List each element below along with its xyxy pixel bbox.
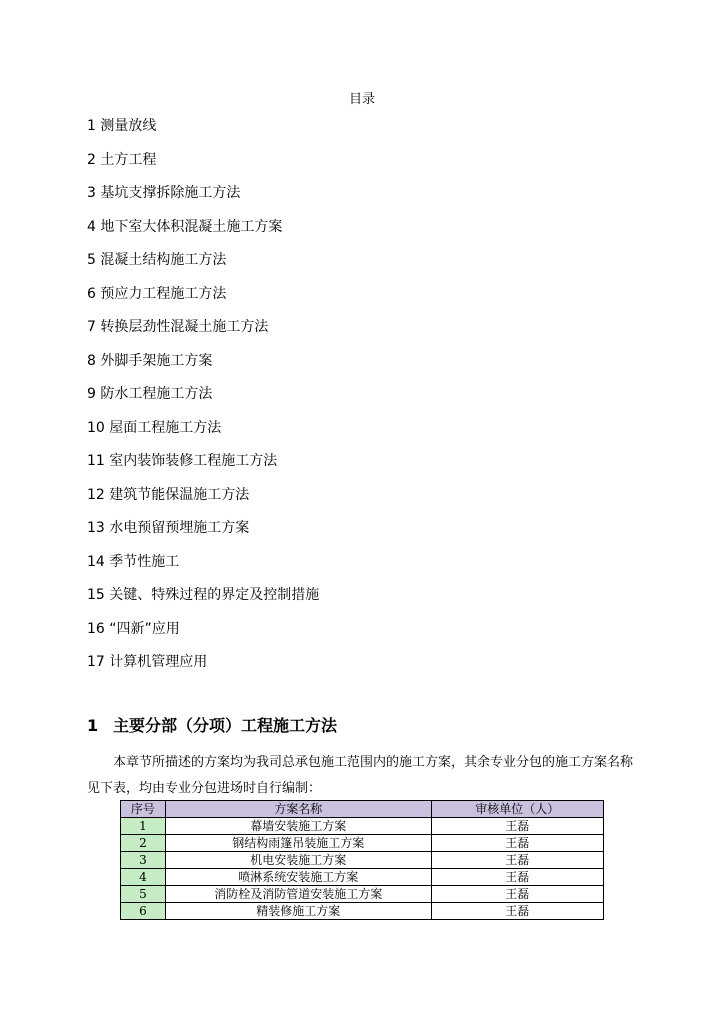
row-reviewer: 王磊 bbox=[431, 869, 603, 886]
table-row bbox=[121, 869, 604, 886]
table-row bbox=[121, 886, 604, 903]
toc-item: 5 混凝土结构施工方法 bbox=[87, 252, 227, 268]
toc-item: 6 预应力工程施工方法 bbox=[87, 285, 227, 302]
toc-item: 10 屋面工程施工方法 bbox=[87, 419, 222, 436]
header-reviewer: 审核单位（人） bbox=[431, 801, 603, 818]
section-title: 主要分部（分项）工程施工方法 bbox=[113, 716, 338, 735]
toc-item: 16 “四新”应用 bbox=[87, 620, 180, 637]
toc-item: 4 地下室大体积混凝土施工方案 bbox=[87, 218, 283, 235]
table-row bbox=[121, 903, 604, 920]
row-reviewer: 王磊 bbox=[431, 903, 603, 920]
subcontract-plan-table bbox=[120, 800, 604, 920]
row-reviewer: 王磊 bbox=[431, 852, 603, 869]
toc-item: 12 建筑节能保温施工方法 bbox=[87, 486, 250, 503]
table-of-contents bbox=[87, 116, 319, 686]
row-plan-name: 喷淋系统安装施工方案 bbox=[165, 869, 431, 886]
row-reviewer: 王磊 bbox=[431, 886, 603, 903]
row-plan-name: 消防栓及消防管道安装施工方案 bbox=[165, 886, 431, 903]
row-index: 2 bbox=[121, 835, 166, 852]
toc-item: 2 土方工程 bbox=[87, 151, 157, 168]
row-index: 3 bbox=[121, 852, 166, 869]
table-header-row bbox=[121, 801, 604, 818]
row-reviewer: 王磊 bbox=[431, 835, 603, 852]
row-index: 6 bbox=[121, 903, 166, 920]
toc-item: 15 关键、特殊过程的界定及控制措施 bbox=[87, 587, 320, 603]
row-index: 4 bbox=[121, 869, 166, 886]
toc-item: 1 测量放线 bbox=[87, 118, 157, 134]
toc-item: 13 水电预留预埋施工方案 bbox=[87, 520, 250, 536]
section-intro: 本章节所描述的方案均为我司总承包施工范围内的施工方案，其余专业分包的施工方案名称见下表，均由专业分包进场时自行编制： bbox=[87, 755, 634, 796]
toc-item: 9 防水工程施工方法 bbox=[87, 386, 213, 402]
row-plan-name: 精装修施工方案 bbox=[165, 903, 431, 920]
row-index: 5 bbox=[121, 886, 166, 903]
section-number: 1 bbox=[87, 716, 99, 735]
toc-item: 14 季节性施工 bbox=[87, 553, 180, 570]
row-plan-name: 幕墙安装施工方案 bbox=[165, 818, 431, 835]
header-plan-name: 方案名称 bbox=[165, 801, 431, 818]
toc-item: 17 计算机管理应用 bbox=[87, 654, 208, 670]
header-index: 序号 bbox=[121, 801, 166, 818]
table-row bbox=[121, 852, 604, 869]
table-row bbox=[121, 818, 604, 835]
section-heading bbox=[87, 713, 337, 736]
row-plan-name: 机电安装施工方案 bbox=[165, 852, 431, 869]
toc-item: 11 室内装饰装修工程施工方法 bbox=[87, 453, 278, 469]
table-row bbox=[121, 835, 604, 852]
row-index: 1 bbox=[121, 818, 166, 835]
row-plan-name: 钢结构雨篷吊装施工方案 bbox=[165, 835, 431, 852]
toc-item: 7 转换层劲性混凝土施工方法 bbox=[87, 319, 269, 335]
toc-title: 目录 bbox=[348, 92, 375, 107]
toc-item: 8 外脚手架施工方案 bbox=[87, 352, 213, 369]
toc-item: 3 基坑支撑拆除施工方法 bbox=[87, 185, 241, 201]
row-reviewer: 王磊 bbox=[431, 818, 603, 835]
